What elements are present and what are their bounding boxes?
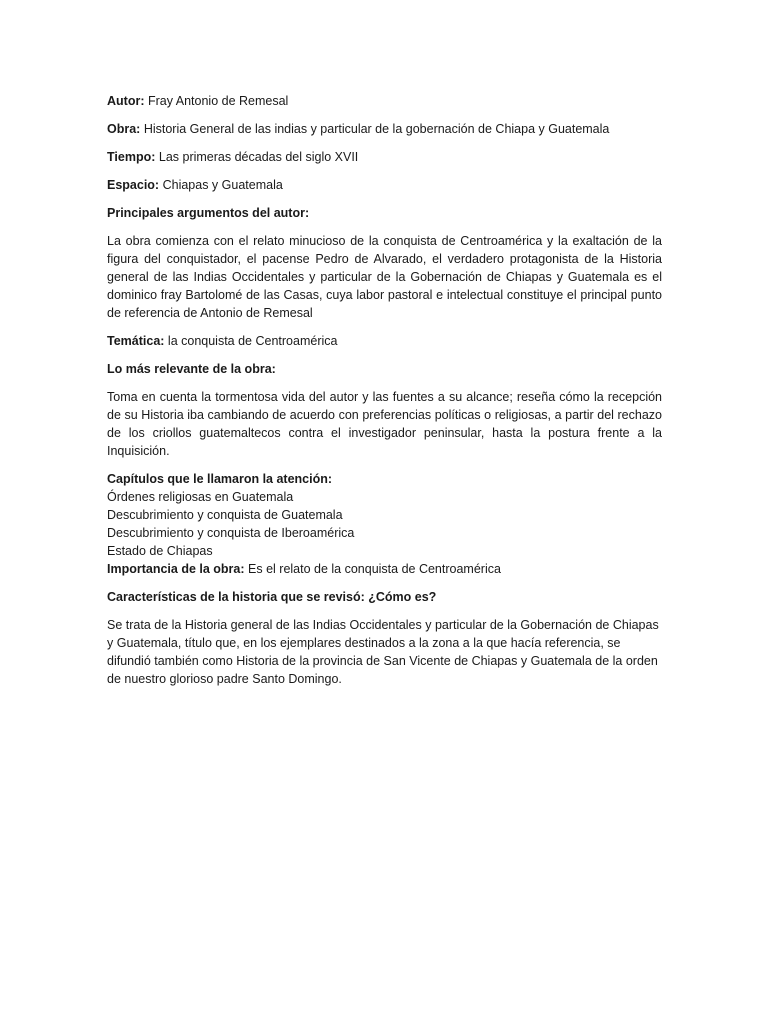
tiempo-line xyxy=(107,148,662,166)
document-body xyxy=(107,92,662,698)
autor-line xyxy=(107,92,662,110)
tiempo-label: Tiempo: xyxy=(107,150,156,164)
caracteristicas-heading: Características de la historia que se revisó: ¿Cómo es? xyxy=(107,590,437,604)
relevante-heading: Lo más relevante de la obra: xyxy=(107,362,276,376)
tiempo-value: Las primeras décadas del siglo XVII xyxy=(158,150,359,164)
importancia-label: Importancia de la obra: xyxy=(107,562,245,576)
tematica-line xyxy=(107,332,662,350)
caracteristicas-paragraph: Se trata de la Historia general de las Indias Occidentales y particular de la Gobernación de Chiapas y Guatemala, título que, en los ejemplares destinados a la zona a la que hacía referencia, se difundió también como Historia de la provincia de San Vicente de Chiapas y Guatemala de la orden de nuestro glorioso padre Santo Domingo. xyxy=(107,618,659,686)
relevante-paragraph: Toma en cuenta la tormentosa vida del autor y las fuentes a su alcance; reseña cómo la recepción de su Historia iba cambiando de acuerdo con preferencias políticas o religiosas, a partir del rechazo de los criollos guatemaltecos contra el investigador peninsular, hasta la postura frente a la Inquisición. xyxy=(107,390,662,458)
argumentos-heading: Principales argumentos del autor: xyxy=(107,206,310,220)
obra-line xyxy=(107,120,662,138)
importancia-line xyxy=(107,560,662,578)
argumentos-paragraph: La obra comienza con el relato minucioso de la conquista de Centroamérica y la exaltación de la figura del conquistador, el pacense Pedro de Alvarado, el verdadero protagonista de la Historia general de las Indias Occidentales y particular de la Gobernación de Chiapas y Guatemala es el dominico fray Bartolomé de las Casas, cuya labor pastoral e intelectual constituye el principal punto de referencia de Antonio de Remesal xyxy=(107,234,662,320)
espacio-line xyxy=(107,176,662,194)
tematica-value: la conquista de Centroamérica xyxy=(167,334,338,348)
capitulo-item: Descubrimiento y conquista de Iberoamérica xyxy=(107,526,355,540)
capitulo-item: Estado de Chiapas xyxy=(107,544,213,558)
autor-label: Autor: xyxy=(107,94,145,108)
espacio-value: Chiapas y Guatemala xyxy=(162,178,283,192)
tematica-label: Temática: xyxy=(107,334,165,348)
capitulos-block xyxy=(107,470,662,578)
obra-value: Historia General de las indias y particular de la gobernación de Chiapa y Guatemala xyxy=(143,122,610,136)
capitulos-heading: Capítulos que le llamaron la atención: xyxy=(107,472,333,486)
espacio-label: Espacio: xyxy=(107,178,160,192)
capitulo-item: Descubrimiento y conquista de Guatemala xyxy=(107,508,343,522)
autor-value: Fray Antonio de Remesal xyxy=(147,94,289,108)
importancia-value: Es el relato de la conquista de Centroamérica xyxy=(248,562,501,576)
obra-label: Obra: xyxy=(107,122,141,136)
capitulo-item: Órdenes religiosas en Guatemala xyxy=(107,490,294,504)
